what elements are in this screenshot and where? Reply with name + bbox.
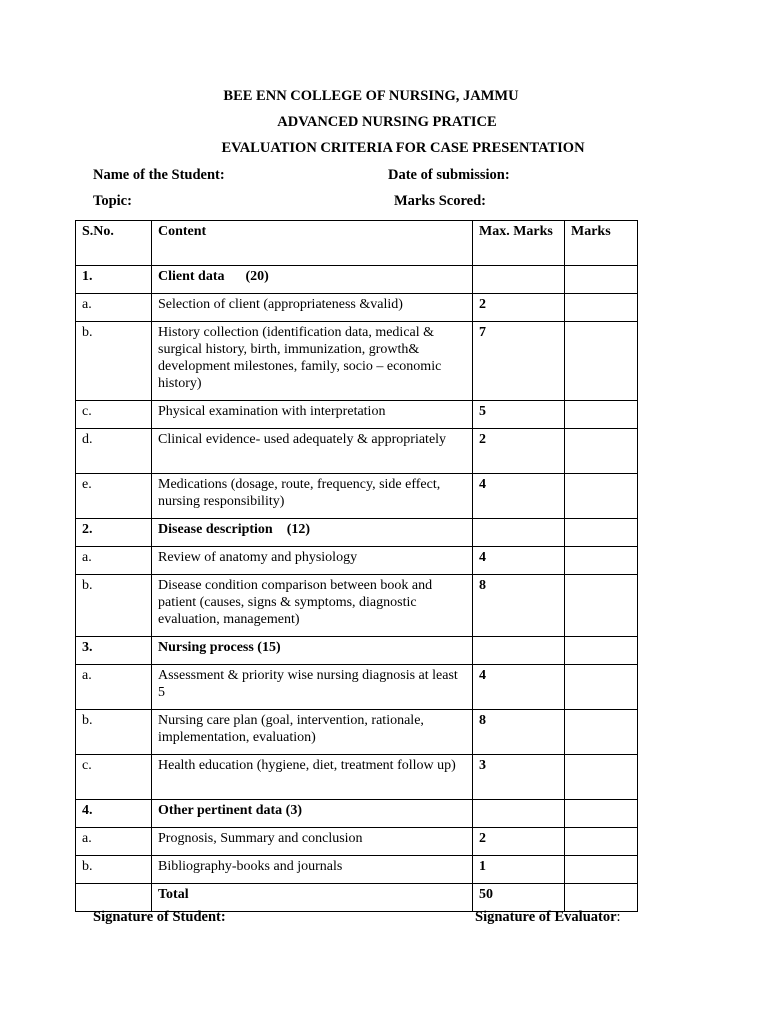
content-cell: Physical examination with interpretation [152, 401, 473, 429]
sno-cell: c. [76, 755, 152, 800]
section-row [76, 266, 638, 294]
content-cell: Medications (dosage, route, frequency, side effect, nursing responsibility) [152, 474, 473, 519]
marks-cell[interactable] [565, 856, 638, 884]
marks-cell[interactable] [565, 266, 638, 294]
marks-cell[interactable] [565, 474, 638, 519]
sno-cell: a. [76, 828, 152, 856]
date-of-submission-label: Date of submission: [388, 167, 510, 183]
max-marks-cell: 3 [473, 755, 565, 800]
max-marks-cell [473, 800, 565, 828]
total-row [76, 884, 638, 912]
marks-cell[interactable] [565, 519, 638, 547]
evaluator-signature-colon: : [616, 909, 621, 925]
max-marks-cell [473, 519, 565, 547]
course-title: ADVANCED NURSING PRATICE [277, 114, 497, 130]
sno-cell: e. [76, 474, 152, 519]
table-row [76, 401, 638, 429]
content-cell: Nursing process (15) [152, 637, 473, 665]
marks-cell[interactable] [565, 755, 638, 800]
marks-cell[interactable] [565, 322, 638, 401]
sno-cell: b. [76, 322, 152, 401]
total-sno-cell [76, 884, 152, 912]
table-row [76, 575, 638, 637]
max-marks-cell: 8 [473, 575, 565, 637]
evaluator-signature-text: Signature of Evaluator [475, 909, 617, 925]
content-cell: Nursing care plan (goal, intervention, rationale, implementation, evaluation) [152, 710, 473, 755]
header-marks: Marks [565, 221, 638, 266]
content-cell: Disease description (12) [152, 519, 473, 547]
marks-cell[interactable] [565, 637, 638, 665]
max-marks-cell: 5 [473, 401, 565, 429]
marks-cell[interactable] [565, 575, 638, 637]
evaluator-signature-label [475, 909, 621, 926]
sno-cell: c. [76, 401, 152, 429]
marks-cell[interactable] [565, 800, 638, 828]
max-marks-cell: 2 [473, 828, 565, 856]
table-row [76, 547, 638, 575]
marks-cell[interactable] [565, 828, 638, 856]
total-max-marks: 50 [473, 884, 565, 912]
max-marks-cell: 7 [473, 322, 565, 401]
marks-cell[interactable] [565, 665, 638, 710]
table-row [76, 474, 638, 519]
sno-cell: b. [76, 856, 152, 884]
max-marks-cell: 4 [473, 665, 565, 710]
max-marks-cell: 1 [473, 856, 565, 884]
marks-cell[interactable] [565, 710, 638, 755]
sno-cell: b. [76, 575, 152, 637]
sno-cell: a. [76, 547, 152, 575]
table-row [76, 322, 638, 401]
sno-cell: a. [76, 665, 152, 710]
content-cell: Review of anatomy and physiology [152, 547, 473, 575]
max-marks-cell: 4 [473, 547, 565, 575]
evaluation-table [75, 220, 638, 912]
content-cell: Selection of client (appropriateness &valid) [152, 294, 473, 322]
content-cell: History collection (identification data, medical & surgical history, birth, immunization, growth& development milestones, family, socio – economic history) [152, 322, 473, 401]
sno-cell: b. [76, 710, 152, 755]
student-name-label: Name of the Student: [93, 167, 225, 183]
table-row [76, 294, 638, 322]
content-cell: Disease condition comparison between book and patient (causes, signs & symptoms, diagnostic evaluation, management) [152, 575, 473, 637]
max-marks-cell: 2 [473, 294, 565, 322]
student-signature-label: Signature of Student: [93, 909, 226, 925]
total-label: Total [152, 884, 473, 912]
content-cell: Assessment & priority wise nursing diagnosis at least 5 [152, 665, 473, 710]
content-cell: Bibliography-books and journals [152, 856, 473, 884]
table-row [76, 429, 638, 474]
marks-cell[interactable] [565, 401, 638, 429]
table-row [76, 828, 638, 856]
form-title: EVALUATION CRITERIA FOR CASE PRESENTATION [221, 140, 585, 156]
max-marks-cell: 4 [473, 474, 565, 519]
max-marks-cell [473, 637, 565, 665]
table-row [76, 755, 638, 800]
header-content: Content [152, 221, 473, 266]
table-row [76, 710, 638, 755]
sno-cell: 3. [76, 637, 152, 665]
section-row [76, 637, 638, 665]
max-marks-cell: 2 [473, 429, 565, 474]
total-marks-cell[interactable] [565, 884, 638, 912]
marks-cell[interactable] [565, 294, 638, 322]
college-name: BEE ENN COLLEGE OF NURSING, JAMMU [223, 88, 519, 104]
table-row [76, 856, 638, 884]
content-cell: Client data (20) [152, 266, 473, 294]
marks-cell[interactable] [565, 429, 638, 474]
sno-cell: 2. [76, 519, 152, 547]
header-sno: S.No. [76, 221, 152, 266]
topic-label: Topic: [93, 193, 132, 209]
section-row [76, 519, 638, 547]
section-row [76, 800, 638, 828]
content-cell: Clinical evidence- used adequately & appropriately [152, 429, 473, 474]
sno-cell: d. [76, 429, 152, 474]
content-cell: Health education (hygiene, diet, treatment follow up) [152, 755, 473, 800]
sno-cell: a. [76, 294, 152, 322]
table-header-row [76, 221, 638, 266]
max-marks-cell: 8 [473, 710, 565, 755]
header-max-marks: Max. Marks [473, 221, 565, 266]
content-cell: Prognosis, Summary and conclusion [152, 828, 473, 856]
marks-scored-label: Marks Scored: [394, 193, 486, 209]
content-cell: Other pertinent data (3) [152, 800, 473, 828]
marks-cell[interactable] [565, 547, 638, 575]
table-row [76, 665, 638, 710]
sno-cell: 4. [76, 800, 152, 828]
sno-cell: 1. [76, 266, 152, 294]
max-marks-cell [473, 266, 565, 294]
